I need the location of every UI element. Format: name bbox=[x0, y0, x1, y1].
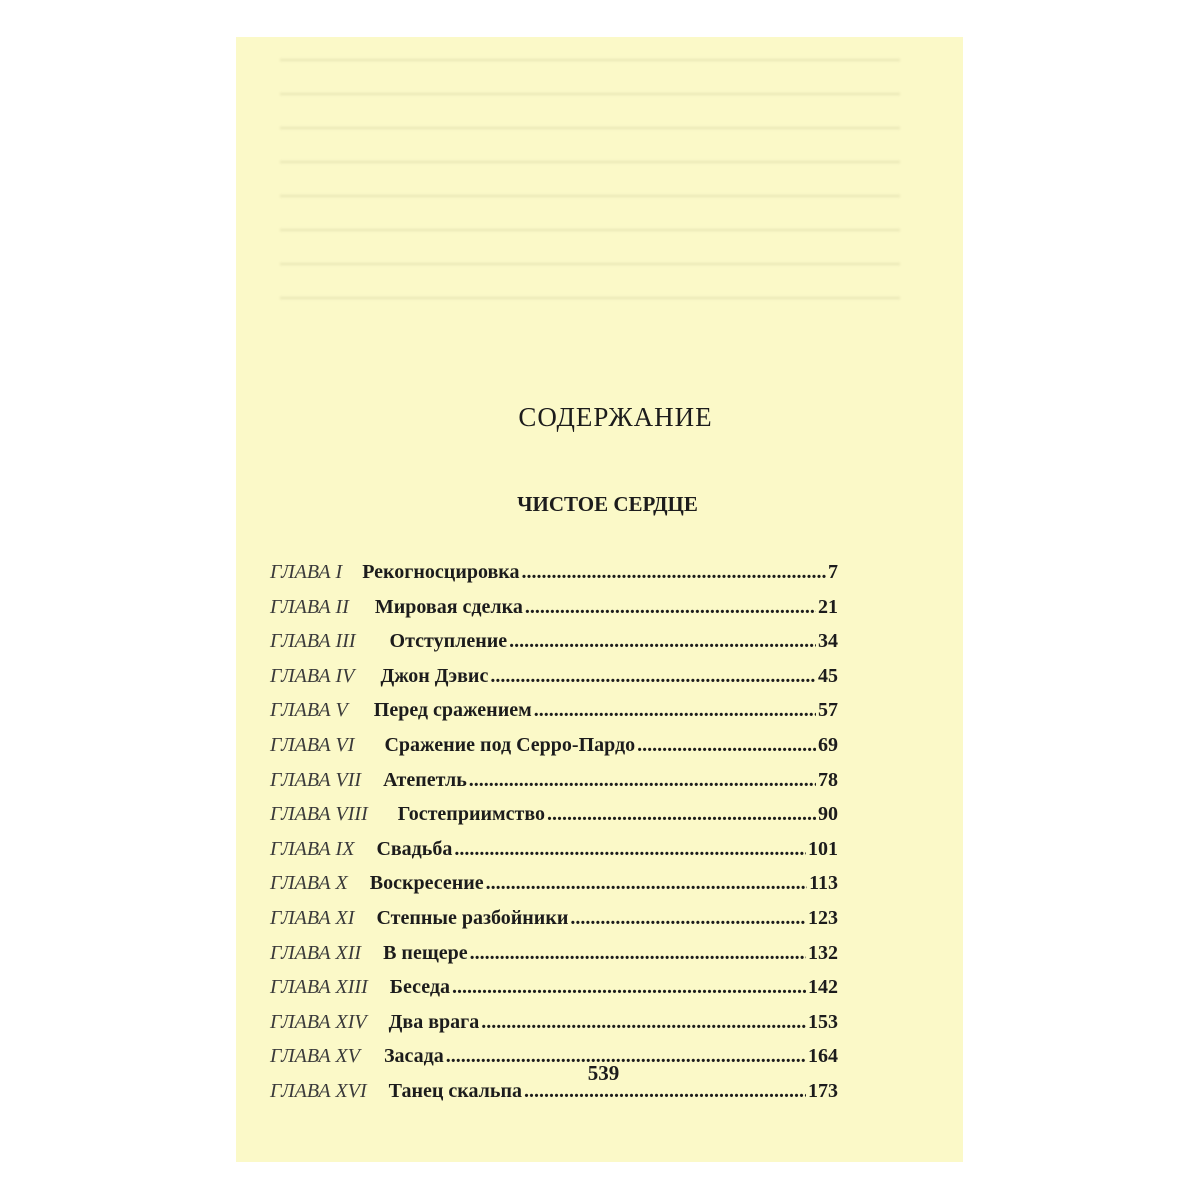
dot-leader bbox=[490, 665, 816, 688]
chapter-page-number: 113 bbox=[809, 872, 838, 895]
chapter-label: ГЛАВА XV bbox=[270, 1045, 360, 1068]
toc-entry bbox=[270, 838, 838, 873]
dot-leader bbox=[454, 838, 806, 861]
toc-entry bbox=[270, 907, 838, 942]
chapter-label: ГЛАВА VIII bbox=[270, 803, 368, 826]
chapter-title: Беседа bbox=[389, 976, 450, 999]
chapter-page-number: 57 bbox=[818, 699, 838, 722]
chapter-page-number: 101 bbox=[808, 837, 838, 860]
chapter-title: Два врага bbox=[388, 1010, 480, 1033]
chapter-label: ГЛАВА V bbox=[270, 699, 348, 722]
page-number: 539 bbox=[587, 1061, 620, 1085]
chapter-title: В пещере bbox=[383, 941, 468, 964]
chapter-title: Перед сражением bbox=[373, 699, 532, 722]
chapter-title: Атепетль bbox=[383, 768, 467, 791]
chapter-label: ГЛАВА IX bbox=[270, 837, 355, 860]
chapter-page-number: 78 bbox=[818, 768, 838, 791]
chapter-label: ГЛАВА X bbox=[270, 872, 348, 895]
toc-entry bbox=[270, 596, 838, 631]
dot-leader bbox=[470, 942, 806, 965]
chapter-label: ГЛАВА IV bbox=[270, 664, 355, 687]
table-of-contents bbox=[270, 561, 838, 1115]
dot-leader bbox=[570, 907, 806, 930]
chapter-label: ГЛАВА II bbox=[270, 595, 349, 618]
chapter-page-number: 164 bbox=[808, 1045, 838, 1068]
chapter-title: Джон Дэвис bbox=[380, 664, 489, 687]
toc-entry bbox=[270, 630, 838, 665]
dot-leader bbox=[481, 1011, 806, 1034]
toc-entry bbox=[270, 734, 838, 769]
chapter-label: ГЛАВА VI bbox=[270, 733, 355, 756]
bleed-through-text bbox=[280, 37, 900, 327]
toc-entry bbox=[270, 769, 838, 804]
dot-leader bbox=[509, 630, 816, 653]
chapter-label: ГЛАВА III bbox=[270, 630, 356, 653]
chapter-page-number: 7 bbox=[828, 561, 838, 583]
toc-entry bbox=[270, 872, 838, 907]
chapter-page-number: 142 bbox=[808, 976, 838, 999]
chapter-page-number: 34 bbox=[818, 630, 838, 653]
chapter-label: ГЛАВА I bbox=[270, 561, 343, 583]
toc-entry bbox=[270, 803, 838, 838]
toc-entry bbox=[270, 665, 838, 700]
chapter-label: ГЛАВА XIII bbox=[270, 976, 368, 999]
chapter-page-number: 69 bbox=[818, 733, 838, 756]
chapter-title: Воскресение bbox=[369, 872, 484, 895]
dot-leader bbox=[452, 976, 806, 999]
chapter-page-number: 123 bbox=[808, 906, 838, 929]
dot-leader bbox=[534, 699, 816, 722]
chapter-page-number: 153 bbox=[808, 1010, 838, 1033]
chapter-title: Отступление bbox=[389, 630, 508, 653]
dot-leader bbox=[525, 596, 816, 619]
chapter-page-number: 90 bbox=[818, 803, 838, 826]
chapter-title: Танец скальпа bbox=[388, 1079, 522, 1102]
book-page bbox=[236, 37, 963, 1162]
dot-leader bbox=[486, 872, 807, 895]
chapter-title: Свадьба bbox=[376, 837, 453, 860]
chapter-label: ГЛАВА XVI bbox=[270, 1079, 367, 1102]
toc-entry bbox=[270, 1011, 838, 1046]
chapter-title: Мировая сделка bbox=[374, 595, 523, 618]
chapter-title: Рекогносцировка bbox=[362, 561, 520, 583]
dot-leader bbox=[547, 803, 816, 826]
chapter-title: Степные разбойники bbox=[376, 906, 569, 929]
dot-leader bbox=[637, 734, 816, 757]
chapter-page-number: 173 bbox=[808, 1079, 838, 1102]
chapter-page-number: 132 bbox=[808, 941, 838, 964]
chapter-page-number: 45 bbox=[818, 664, 838, 687]
chapter-label: ГЛАВА VII bbox=[270, 768, 362, 791]
toc-entry bbox=[270, 976, 838, 1011]
chapter-title: Гостеприимство bbox=[397, 803, 545, 826]
section-heading: ЧИСТОЕ СЕРДЦЕ bbox=[517, 492, 698, 516]
toc-entry bbox=[270, 561, 838, 596]
toc-entry bbox=[270, 699, 838, 734]
dot-leader bbox=[521, 561, 826, 584]
dot-leader bbox=[469, 769, 816, 792]
contents-heading: СОДЕРЖАНИЕ bbox=[518, 402, 713, 432]
chapter-title: Засада bbox=[383, 1045, 444, 1068]
chapter-label: ГЛАВА XI bbox=[270, 906, 355, 929]
chapter-page-number: 21 bbox=[818, 595, 838, 618]
toc-entry bbox=[270, 942, 838, 977]
chapter-title: Сражение под Серро-Пардо bbox=[384, 733, 636, 756]
chapter-label: ГЛАВА XII bbox=[270, 941, 362, 964]
chapter-label: ГЛАВА XIV bbox=[270, 1010, 367, 1033]
